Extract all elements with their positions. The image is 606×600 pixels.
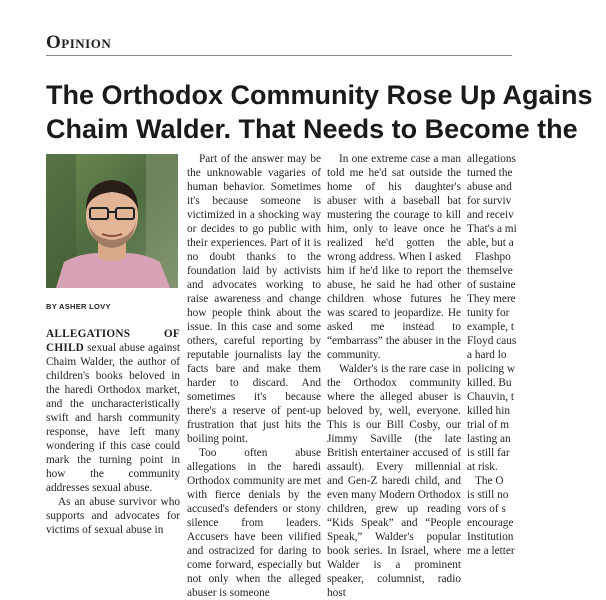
column-4-line: killed. Bu: [467, 377, 512, 389]
paragraph: Part of the answer may be the unknowable vagaries of human behavior. Sometimes it's because someone is victimized in a shocking way or decides to go public with their experiences. Part of it is no doubt thanks to the foundation laid by activists and advocates working to raise awareness and change how people think about the issue. In this case and some others, careful reporting by reputable journalists lay the facts bare and make them harder to discard. And sometimes it's because there's a reserve of pent-up frustration that just hits the boiling point.: [187, 153, 321, 445]
headline-line-1: The Orthodox Community Rose Up Agains: [46, 80, 593, 110]
column-4-line: allegations: [467, 153, 516, 165]
column-4-line: themselve: [467, 265, 513, 277]
column-4-line: Floyd caus: [467, 335, 517, 347]
column-4-line: of sustaine: [467, 279, 516, 291]
column-4-line: Chauvin, t: [467, 391, 515, 403]
paragraph: [46, 327, 180, 495]
column-4-line: policing w: [467, 363, 516, 375]
article-column-4: [467, 152, 527, 557]
column-4-line: and receiv: [467, 209, 514, 221]
column-4-line: Institution: [467, 531, 514, 543]
column-4-line: The O: [475, 475, 504, 487]
paragraph: As an abuse survivor who supports and advocates for victims of sexual abuse in: [46, 496, 180, 536]
paragraph: In one extreme case a man told me he'd sat outside the home of his daughter's abuser with a baseball bat mustering the courage to kill him, only to leave once he realized he'd gotten the wrong address. When I asked him if he'd like to report the abuse, he said he had other children whose futures he was scared to jeopardize. He asked me instead to “embarrass” the abuser in the community.: [327, 153, 461, 361]
column-4-line: example, t: [467, 321, 515, 333]
column-4-line: lasting an: [467, 433, 511, 445]
headline: [46, 78, 606, 146]
column-4-line: tunity for: [467, 307, 510, 319]
column-4-line: at risk.: [467, 461, 498, 473]
headline-line-2: Chaim Walder. That Needs to Become the: [46, 114, 578, 144]
article-column-3: [327, 152, 461, 599]
author-photo: [46, 154, 178, 288]
column-4-line: is still far: [467, 447, 510, 459]
column-4-line: able, but a: [467, 237, 514, 249]
column-4-line: abuse and: [467, 181, 512, 193]
column-4-line: me a letter: [467, 545, 515, 557]
column-4-line: vors of s: [467, 503, 506, 515]
lead-in: ALLEGATIONS OF CHILD: [46, 328, 180, 354]
column-4-line: is still no: [467, 489, 509, 501]
column-4-line: That's a mi: [467, 223, 517, 235]
section-divider: [46, 55, 512, 56]
column-4-line: They mere: [467, 293, 516, 305]
column-4-line: killed hin: [467, 405, 510, 417]
article-column-2: [187, 152, 321, 599]
column-4-line: turned the: [467, 167, 513, 179]
paragraph: Walder's is the rare case in the Orthodox community where the alleged abuser is beloved by, well, everyone. This is our Bill Cosby, our Jimmy Saville (the late British entertainer accused of assault). Every millennial and Gen-Z haredi child, and even many Modern Orthodox children, grew up reading “Kids Speak” and “People Speak,” Walder's popular book series. In Israel, where Walder is a prominent speaker, columnist, radio host: [327, 363, 461, 599]
section-label: Opinion: [46, 32, 112, 53]
column-4-line: for surviv: [467, 195, 512, 207]
column-4-line: a hard lo: [467, 349, 507, 361]
column-4-line: trial of m: [467, 419, 510, 431]
column-4-line: encourage: [467, 517, 514, 529]
article-column-1: [46, 327, 180, 536]
column-4-line: Flashpo: [475, 251, 511, 263]
byline: BY ASHER LOVY: [46, 302, 111, 311]
paragraph-text: sexual abuse against Chaim Walder, the author of children's books beloved in the haredi Orthodox market, and the uncharacteristically swift and harsh community response, have left many wondering if this case could mark the turning point in how the community addresses sexual abuse.: [46, 342, 180, 494]
paragraph: Too often abuse allegations in the haredi Orthodox community are met with fierce denials by the accused's defenders or stony silence from leaders. Accusers have been vilified and ostracized for daring to come forward, especially but not only when the alleged abuser is someone: [187, 447, 321, 599]
